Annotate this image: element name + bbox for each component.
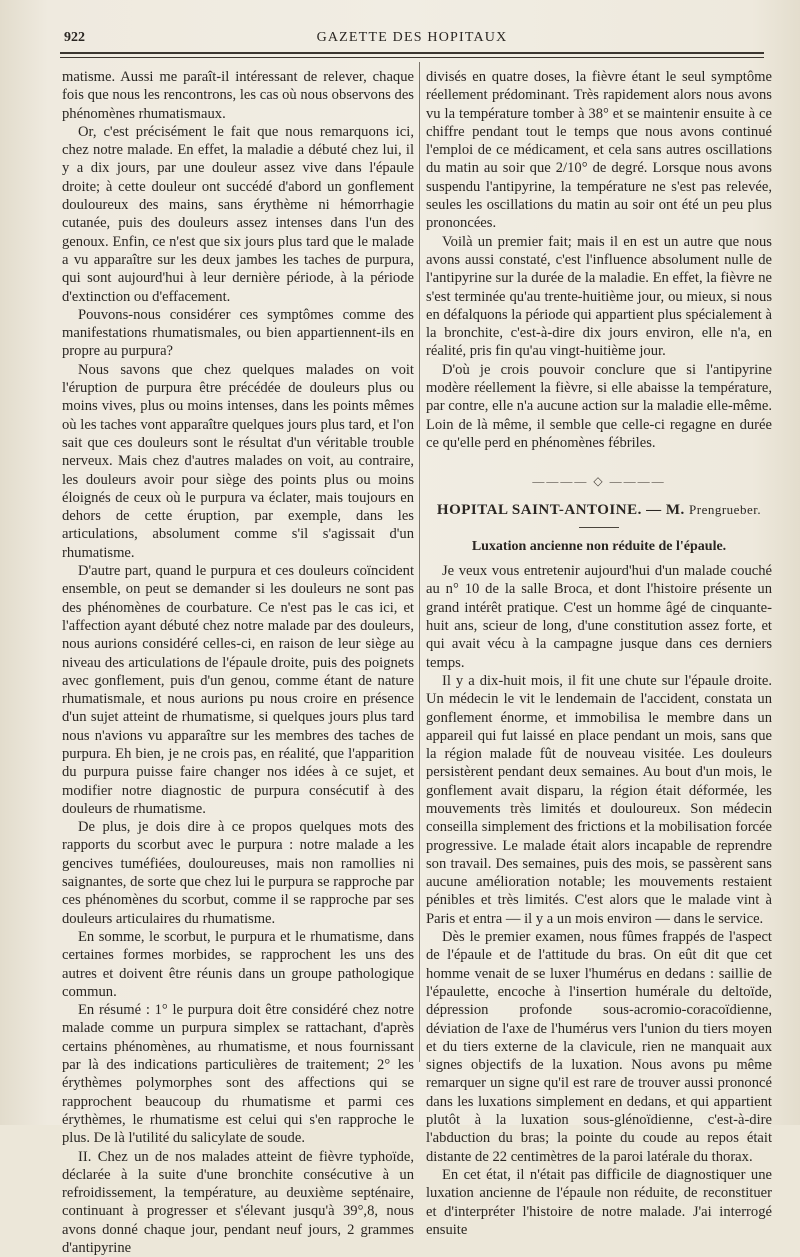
short-rule (579, 527, 619, 528)
hospital-heading (426, 501, 772, 519)
header-rule (60, 52, 764, 54)
paragraph: De plus, je dois dire à ce propos quelques mots des rapports du scorbut avec le purpura : notre malade a les gencives tuméfiées, douloureuses, mais non ramollies ni saignantes, de sorte que chez lui le purpura se rapproche par ces phénomènes du scorbut, comme il se rapproche par ses douleurs articulaires du rhumatisme. (62, 819, 414, 927)
page-number: 922 (64, 30, 85, 45)
paragraph: Dès le premier examen, nous fûmes frappés de l'aspect de l'épaule et de l'attitude du bras. On eût dit que cet homme venait de se luxer l'humérus en dedans : saillie de l'épaulette, encoche à l'insertion humérale du deltoïde, dépression profonde sous-acromio-coracoïdienne, déviation de l'axe de l'humérus vers l'union du tiers moyen et du tiers externe de la clavicule, rien ne manquait aux signes objectifs de la luxation. Nous avons pu même remarquer un signe qu'il est rare de trouver aussi prononcé dans les luxations simplement en dedans, et qui appartient plutôt à la luxation sous-glénoïdienne, c'est-à-dire l'abduction du bras; la pointe du coude au repos était distante de 22 centimètres de la paroi latérale du thorax. (426, 929, 772, 1165)
paragraph: D'où je crois pouvoir conclure que si l'antipyrine modère réellement la fièvre, si elle abaisse la température, par contre, elle n'a aucune action sur la maladie elle-même. Loin de là même, il semble que celle-ci regagne en durée ce qu'elle perd en phénomènes fébriles. (426, 361, 772, 451)
paragraph: Voilà un premier fait; mais il en est un autre que nous avons aussi constaté, c'est l'influence absolument nulle de l'antipyrine sur la durée de la maladie. En effet, la fièvre ne s'est terminée qu'au trente-huitième jour, ou mieux, si nous en défalquons la période qui appartient plus spécialement à la bronchite, c'est-à-dire dix jours environ, elle n'a, en réalité, pris fin qu'au vingt-huitième jour. (426, 233, 772, 360)
paragraph: En résumé : 1° le purpura doit être considéré chez notre malade comme un purpura simplex se rattachant, d'après certains phénomènes, au rhumatisme, et nous fournissant par là des indications particulières de traitement; 2° les érythèmes polymorphes sont des affections qui se rapprochent beaucoup du rhumatisme et parmi ces érythèmes, le rhumatisme est celui qui s'en rapproche le plus. De là l'utilité du salicylate de soude. (62, 1002, 414, 1147)
left-column (62, 68, 414, 1257)
article-subtitle: Luxation ancienne non réduite de l'épaule. (471, 538, 727, 554)
author-name: Prengrueber. (689, 501, 762, 517)
paragraph: En somme, le scorbut, le purpura et le rhumatisme, dans certaines formes morbides, se rapprochent les uns des autres et doivent être réunis dans un groupe pathologique commun. (62, 928, 414, 1000)
right-column-top (426, 68, 772, 452)
hospital-name: HOPITAL SAINT-ANTOINE. — M. (436, 501, 690, 518)
paragraph: divisés en quatre doses, la fièvre étant le seul symptôme réellement prédominant. Très rapidement alors nous avons vu la température tomber à 38° et se maintenir ensuite à ce chiffre pendant tout le temps que nous avons continué l'emploi de ce médicament, et cela sans autres oscillations du matin au soir que 2/10° de degré. Lorsque nous avons suspendu l'antipyrine, la température ne s'est pas relevée, seules les oscillations du matin au soir ont été un peu plus prononcées. (426, 69, 772, 232)
paragraph: matisme. Aussi me paraît-il intéressant de relever, chaque fois que nous les rencontrons, les cas où nous observons des phénomènes rhumatismaux. (62, 69, 414, 122)
paragraph: Or, c'est précisément le fait que nous remarquons ici, chez notre malade. En effet, la maladie a débuté chez lui, il y a dix jours, par une douleur assez vive dans l'épaule droite; à cette douleur ont succédé d'abord un gonflement douloureux des mains, sans érythème ni hémorrhagie cutanée, puis des douleurs assez intenses dans l'un des genoux. Enfin, ce n'est que six jours plus tard que le malade a vu apparaître sur les deux jambes les taches de purpura, qui sont aujourd'hui à leur dernière période, à la période d'extinction ou d'effacement. (62, 123, 414, 305)
running-title: GAZETTE DES HOPITAUX (316, 30, 508, 45)
right-column-bottom (426, 562, 772, 1239)
paragraph: Nous savons que chez quelques malades on voit l'éruption de purpura être précédée de douleurs plus ou moins vives, plus ou moins intenses, dans les points mêmes où les taches vont apparaître quelques jours plus tard, et l'on sait que ces douleurs sont le résultat d'un véritable trouble nerveux. Mais chez d'autres malades on voit, au contraire, les douleurs avoir pour siège des points plus ou moins éloignés de ceux où le purpura va éclater, mais toujours en dehors de cette éruption, par exemple, dans les articulations, absolument comme s'il s'agissait d'un rhumatisme. (62, 361, 414, 561)
column-divider (419, 62, 420, 1062)
header-rule-thin (60, 57, 764, 58)
paragraph: En cet état, il n'était pas difficile de diagnostiquer une luxation ancienne de l'épaule non réduite, de reconstituer et d'interpréter l'histoire de notre malade. J'ai interrogé ensuite (426, 1166, 772, 1238)
paragraph: Je veux vous entretenir aujourd'hui d'un malade couché au n° 10 de la salle Broca, et dont l'histoire présente un grand intérêt pratique. C'est un homme âgé de cinquante-huit ans, scieur de long, d'une constitution assez forte, et qui avait vécu à la campagne jusque dans ces derniers temps. (426, 563, 772, 671)
paragraph: II. Chez un de nos malades atteint de fièvre typhoïde, déclarée à la suite d'une bronchite consécutive à un refroidissement, la température, au deuxième septénaire, continuant à progresser et s'élevant jusqu'à 39°,8, nous avons donné chaque jour, pendant neuf jours, 2 grammes d'antipyrine (62, 1148, 414, 1256)
right-column (426, 68, 772, 1239)
page-header (60, 28, 764, 50)
paragraph: Pouvons-nous considérer ces symptômes comme des manifestations rhumatismales, ou bien appartiennent-ils en propre au purpura? (62, 306, 414, 360)
paragraph: Il y a dix-huit mois, il fit une chute sur l'épaule droite. Un médecin le vit le lendemain de l'accident, constata un gonflement énorme, et immobilisa le membre dans un appareil qui fut laissé en place pendant un mois, sans que la région malade fût de nouveau visitée. Les douleurs persistèrent pendant deux semaines. Au bout d'un mois, le gonflement avait disparu, la région était déformée, les mouvements très limités et douloureux. Son médecin conseilla simplement des frictions et la mobilisation forcée progressive. Le malade était alors incapable de reprendre son travail. Des semaines, puis des mois, se passèrent sans aucune amélioration notable; les mouvements restaient pénibles et très limités. C'est alors que le malade vint à Paris et entra — il y a un mois environ — dans le service. (426, 672, 772, 927)
section-ornament: ———— ◇ ———— (532, 474, 666, 489)
paragraph: D'autre part, quand le purpura et ces douleurs coïncident ensemble, on peut se demander si les douleurs ne sont pas des phénomènes de courbature. Ce n'est pas le cas ici, et l'affection ayant débuté chez notre malade par des douleurs, nous aurions considéré celles-ci, en raison de leur siège au niveau des articulations de l'épaule droite, puis des poignets avec gonflement, puis d'un genou, comme étant de nature rhumatismale, et nous aurions pu nous croire en présence d'un sujet atteint de rhumatisme, si quelques jours plus tard nous n'avions vu apparaître sur les membres des taches de purpura. Eh bien, je ne crois pas, en réalité, que l'apparition du purpura puisse faire changer nos idées à ce sujet, et modifier notre diagnostic de purpura consécutif à des douleurs de rhumatisme. (62, 563, 414, 817)
